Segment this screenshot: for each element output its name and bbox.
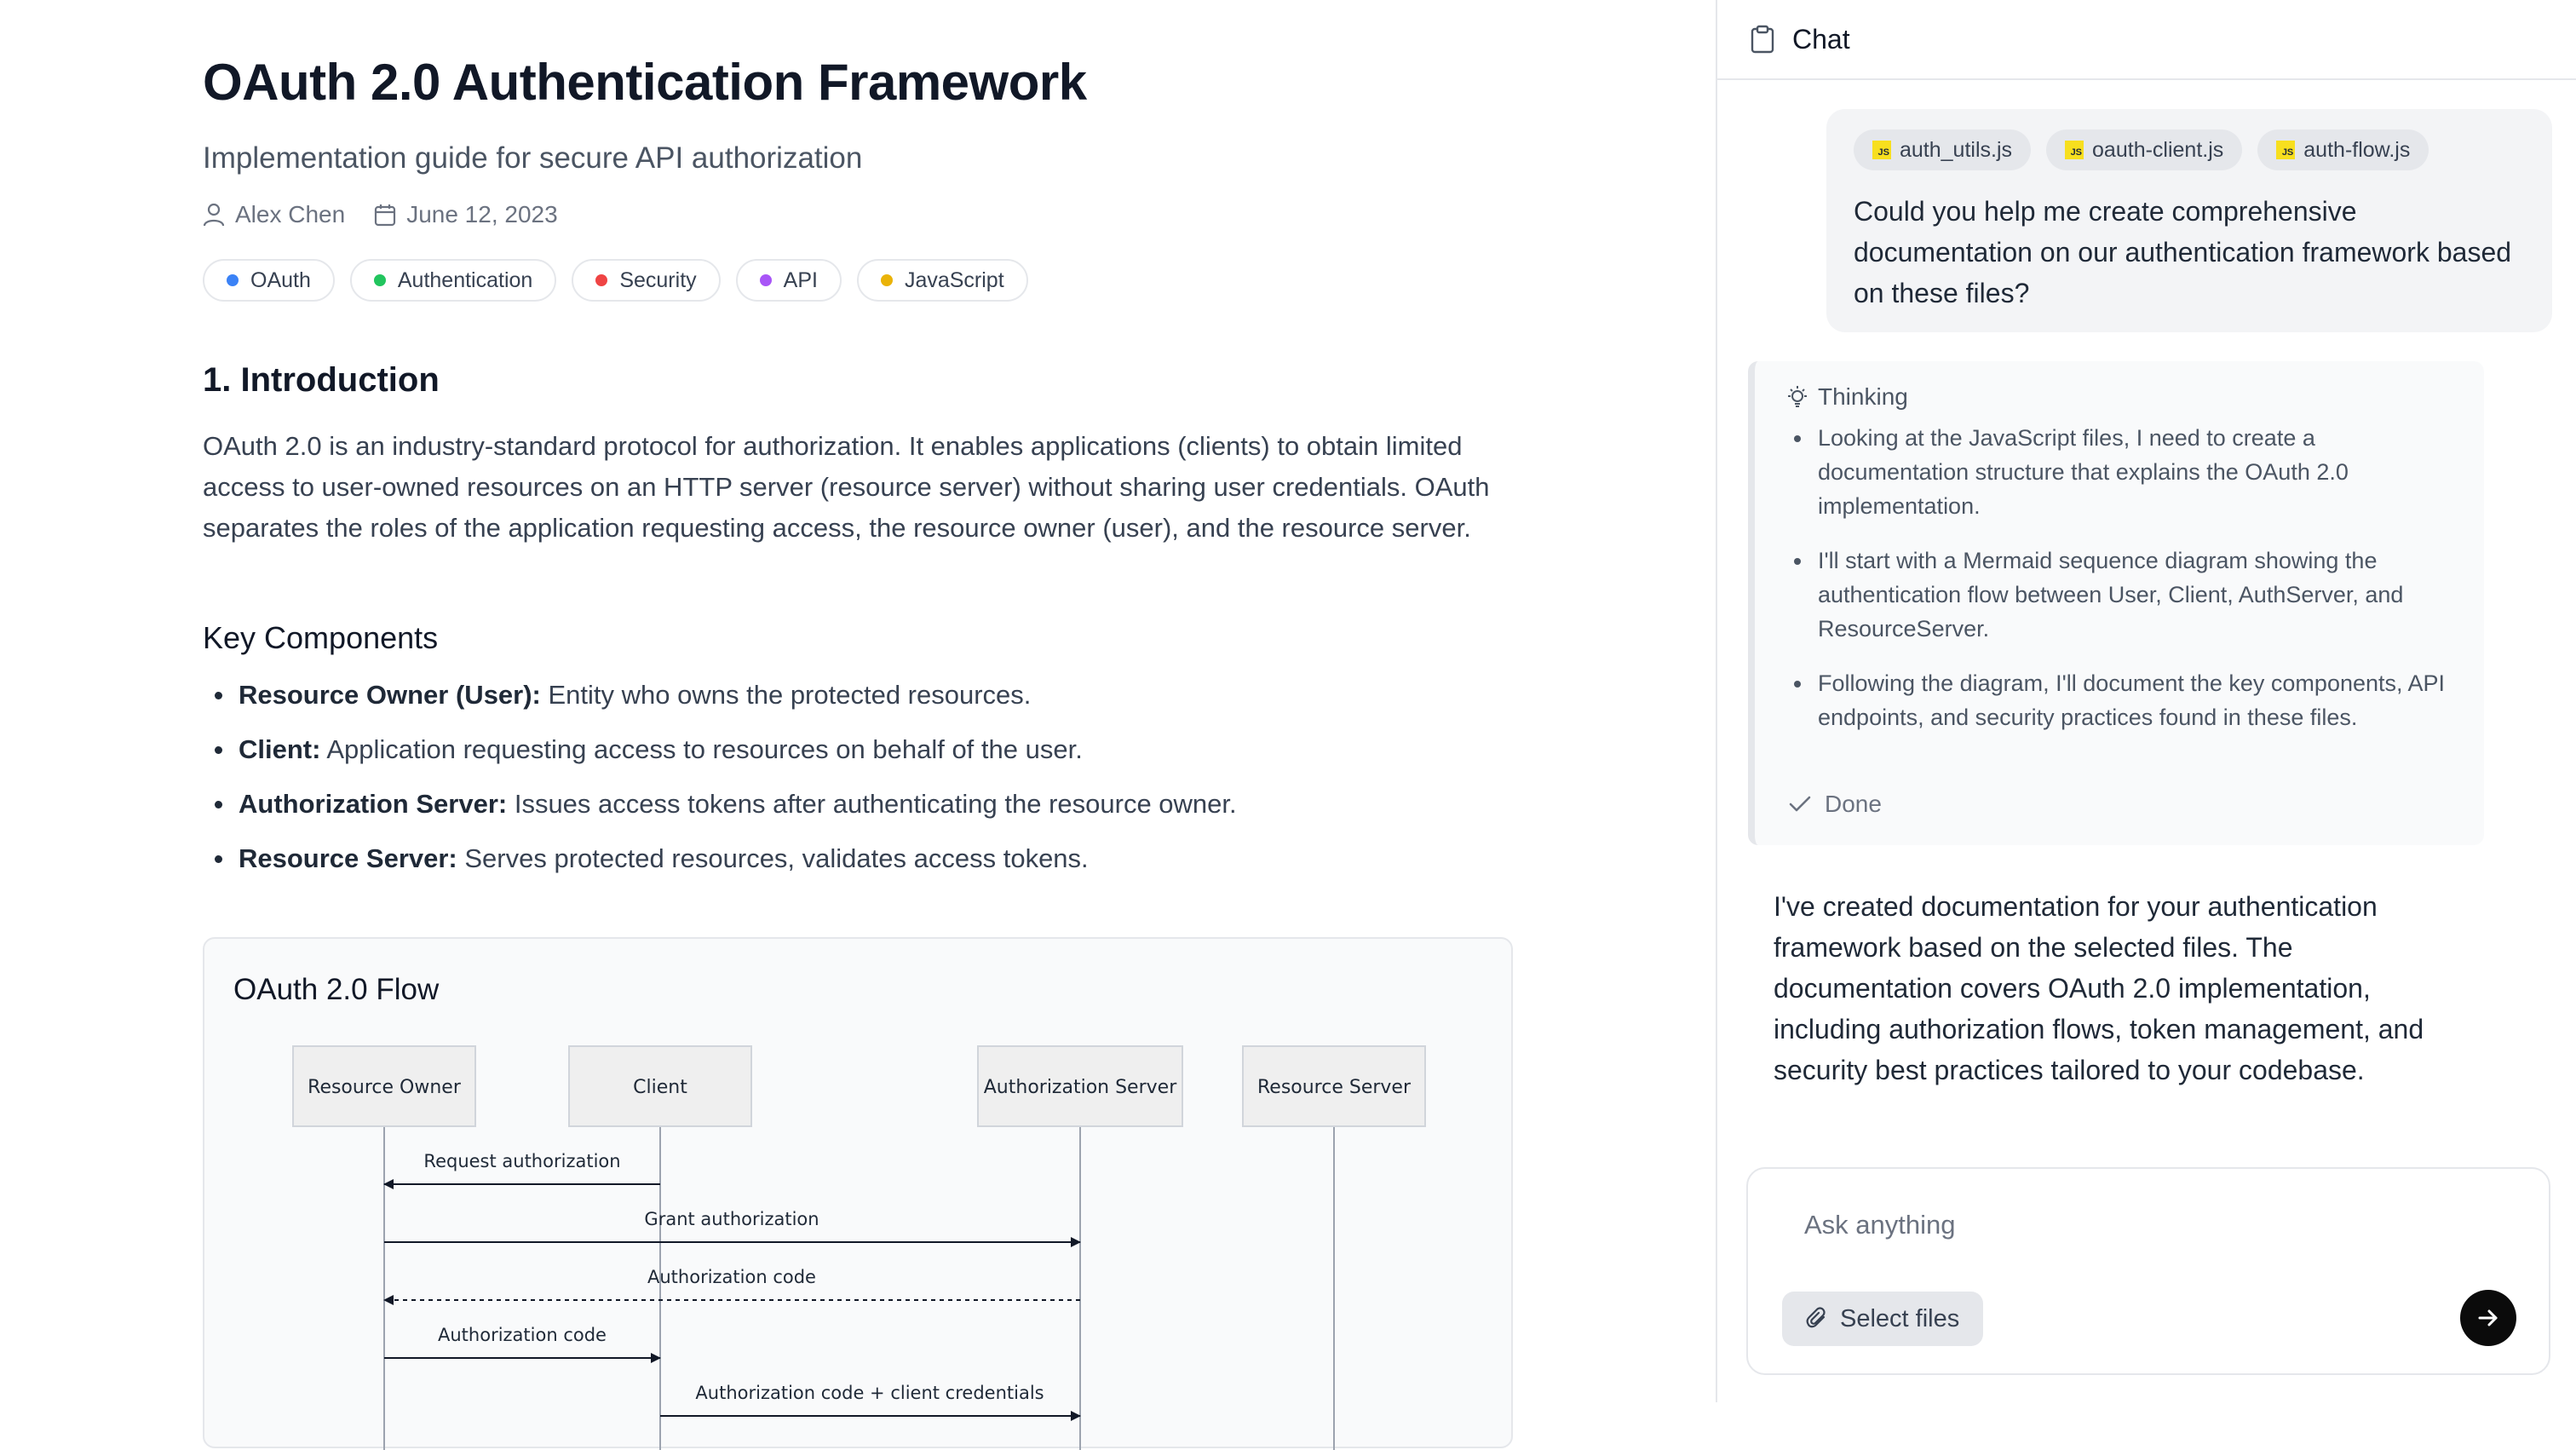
status-text: Done — [1825, 791, 1882, 817]
list-item — [203, 675, 1237, 729]
file-name: auth-flow.js — [2303, 137, 2411, 162]
components-list — [203, 675, 1237, 893]
user-message — [1826, 109, 2552, 332]
tag-list — [203, 259, 1044, 302]
diagram-container — [203, 937, 1513, 1448]
thinking-steps — [1785, 421, 2458, 755]
sequence-diagram — [204, 939, 1515, 1450]
file-name: auth_utils.js — [1900, 137, 2013, 162]
message-label: Authorization code — [647, 1267, 816, 1287]
tag-label: Authentication — [397, 268, 533, 292]
js-file-icon: JS — [2065, 141, 2084, 159]
message-authorization-code-forward — [384, 1325, 660, 1358]
intro-paragraph: OAuth 2.0 is an industry-standard protocol for authorization. It enables applications (clients) to obtain limited access to user-owned resources on an HTTP server (resource server) without sharing user credentials. OAuth separates the roles of the application requesting access, the resource owner (user), and the resource server. — [203, 431, 1490, 543]
arrow-right-icon — [2475, 1305, 2501, 1331]
participant-authorization-server — [978, 1046, 1182, 1126]
tag-dot — [595, 274, 607, 286]
participant-resource-owner — [293, 1046, 475, 1126]
thinking-label: Thinking — [1818, 383, 1908, 410]
list-item: Following the diagram, I'll document the key components, API endpoints, and security practices found in these files. — [1785, 666, 2458, 734]
js-file-icon: JS — [2276, 141, 2295, 159]
participant-client — [569, 1046, 751, 1126]
participant-label: Authorization Server — [983, 1077, 1177, 1098]
component-term: Resource Owner (User): — [239, 680, 541, 710]
user-message-text: Could you help me create comprehensive documentation on our authentication framework based on these files? — [1854, 196, 2512, 308]
tag-label: JavaScript — [904, 268, 1004, 292]
author-meta — [203, 201, 345, 228]
date-meta — [374, 201, 558, 228]
list-item — [203, 838, 1237, 893]
assistant-message: I've created documentation for your authentication framework based on the selected files. The documentation covers OAuth 2.0 implementation, including authorization flows, token management, and security best practices tailored to your codebase. — [1774, 891, 2424, 1085]
calendar-icon — [374, 203, 396, 227]
tag-javascript[interactable] — [857, 259, 1028, 302]
component-desc: Application requesting access to resources on behalf of the user. — [320, 734, 1083, 764]
message-label: Request authorization — [423, 1151, 621, 1171]
list-item: Looking at the JavaScript files, I need to create a documentation structure that explains the OAuth 2.0 implementation. — [1785, 421, 2458, 523]
file-chip-auth-flow[interactable] — [2257, 129, 2429, 170]
tag-label: Security — [619, 268, 697, 292]
tag-dot — [881, 274, 893, 286]
page-subtitle: Implementation guide for secure API authorization — [203, 141, 863, 175]
chat-header — [1717, 0, 2576, 80]
file-chip-auth-utils[interactable] — [1854, 129, 2031, 170]
chat-title: Chat — [1792, 23, 1850, 55]
thinking-status — [1789, 791, 1882, 818]
tag-api[interactable] — [736, 259, 842, 302]
js-file-icon: JS — [1872, 141, 1891, 159]
list-item — [203, 784, 1237, 838]
chat-panel — [1716, 0, 2576, 1402]
component-desc: Serves protected resources, validates access tokens. — [457, 843, 1089, 873]
author-name: Alex Chen — [235, 201, 346, 227]
thinking-block — [1748, 361, 2484, 845]
component-term: Client: — [239, 734, 321, 764]
publish-date: June 12, 2023 — [406, 201, 558, 227]
send-button[interactable] — [2460, 1290, 2516, 1346]
clipboard-icon — [1750, 25, 1775, 54]
list-item — [203, 729, 1237, 784]
tag-dot — [227, 274, 239, 286]
message-grant-authorization — [384, 1209, 1080, 1242]
tag-dot — [374, 274, 386, 286]
thinking-header[interactable] — [1785, 383, 1908, 411]
intro-heading: 1. Introduction — [203, 361, 440, 399]
file-chip-oauth-client[interactable] — [2046, 129, 2242, 170]
diagram-title: OAuth 2.0 Flow — [233, 973, 440, 1006]
message-label: Grant authorization — [644, 1209, 819, 1229]
key-components-heading: Key Components — [203, 620, 439, 655]
message-label: Authorization code — [438, 1325, 607, 1345]
select-files-button[interactable] — [1782, 1292, 1983, 1346]
message-authorization-code-return — [384, 1267, 1080, 1300]
message-label: Authorization code + client credentials — [695, 1383, 1044, 1403]
lightbulb-icon — [1785, 385, 1809, 409]
user-icon — [203, 203, 225, 227]
tag-label: API — [783, 268, 818, 292]
doc-meta — [203, 201, 587, 228]
message-request-authorization — [384, 1151, 660, 1184]
attached-files — [1854, 129, 2444, 170]
component-desc: Entity who owns the protected resources. — [540, 680, 1032, 710]
participant-resource-server — [1243, 1046, 1425, 1126]
message-code-plus-credentials — [660, 1383, 1080, 1416]
chat-input[interactable] — [1803, 1203, 2453, 1247]
list-item: I'll start with a Mermaid sequence diagram showing the authentication flow between User, Client, AuthServer, and ResourceServer. — [1785, 544, 2458, 646]
participant-label: Resource Server — [1256, 1077, 1412, 1098]
participant-label: Resource Owner — [308, 1077, 461, 1098]
component-term: Resource Server: — [239, 843, 457, 873]
participant-label: Client — [633, 1077, 687, 1098]
component-desc: Issues access tokens after authenticating the resource owner. — [507, 789, 1237, 819]
tag-security[interactable] — [572, 259, 720, 302]
paperclip-icon — [1806, 1307, 1828, 1331]
select-files-label: Select files — [1840, 1304, 1960, 1332]
tag-oauth[interactable] — [203, 259, 335, 302]
tag-label: OAuth — [250, 268, 311, 292]
file-name: oauth-client.js — [2092, 137, 2224, 162]
page-title: OAuth 2.0 Authentication Framework — [203, 54, 1087, 111]
chat-composer — [1746, 1167, 2550, 1375]
tag-authentication[interactable] — [350, 259, 556, 302]
component-term: Authorization Server: — [239, 789, 508, 819]
tag-dot — [760, 274, 772, 286]
check-icon — [1789, 795, 1811, 814]
